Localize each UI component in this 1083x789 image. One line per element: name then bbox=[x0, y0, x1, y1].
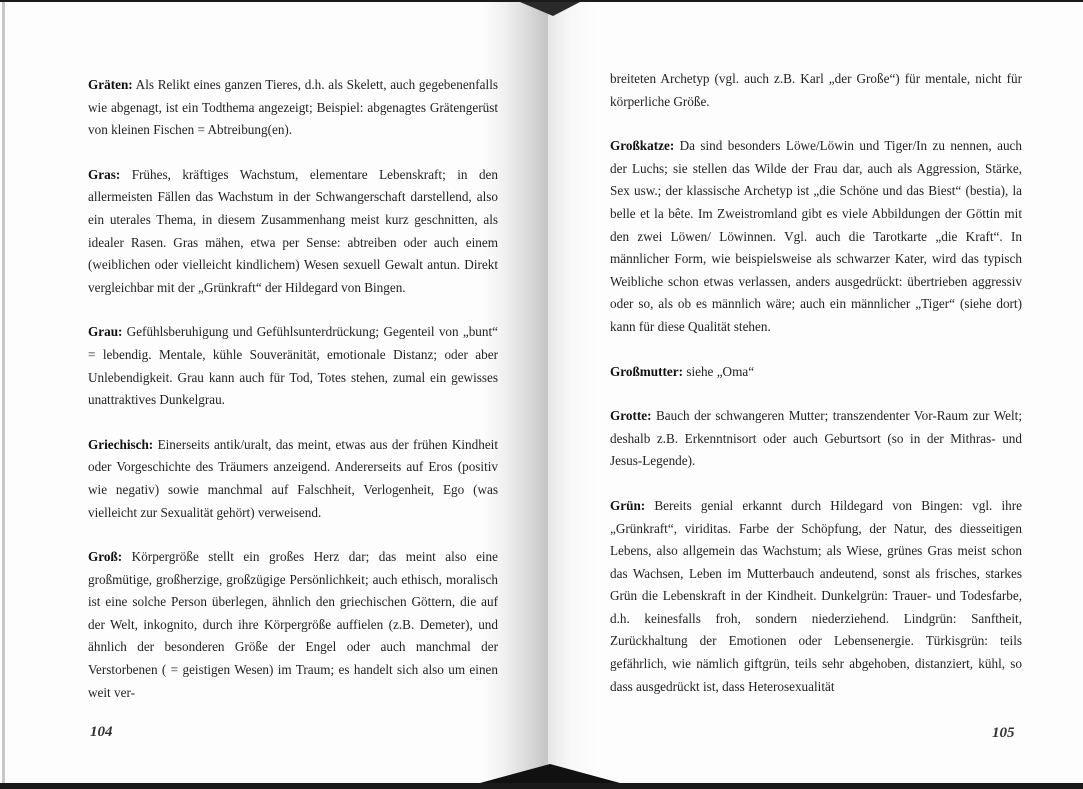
right-page bbox=[548, 2, 1083, 783]
dictionary-entry bbox=[88, 164, 498, 300]
dictionary-entry bbox=[88, 74, 498, 142]
page-number: 105 bbox=[992, 725, 1015, 741]
book-spread bbox=[0, 2, 1083, 783]
left-page bbox=[0, 2, 548, 783]
dictionary-entry bbox=[610, 405, 1022, 473]
entry-text: siehe „Oma“ bbox=[683, 363, 755, 379]
entry-text: breiteten Archetyp (vgl. auch z.B. Karl „der Große“) für mentale, nicht für körperliche Größe. bbox=[610, 71, 1022, 109]
left-page-text bbox=[88, 74, 498, 726]
entry-text: Einerseits antik/uralt, das meint, etwas aus der frühen Kindheit oder Vorgeschichte des Träumers anzeigend. Andererseits auf Eros (positiv wie negativ) sowie manchmal auf Falschheit, Verlogenheit, Ego (was vielleicht zur Sexualität gehört) verweisend. bbox=[88, 436, 498, 520]
entry-text: Frühes, kräftiges Wachstum, elementare Lebenskraft; in den allermeisten Fällen das Wachstum in der Schwangerschaft darstellend, also ein uterales Thema, in diesem Zusammenhang meist kurz geschnitten, als idealer Rasen. Gras mähen, etwa per Sense: abtreiben oder auch einem (weiblichen oder vielleicht kindlichem) Wesen sexuell Gewalt antun. Direkt vergleichbar mit der „Grünkraft“ der Hildegard von Bingen. bbox=[88, 166, 498, 295]
entry-term: Groß: bbox=[88, 549, 123, 565]
entry-text: Körpergröße stellt ein großes Herz dar; das meint also eine großmütige, großherzige, großzügige Persönlichkeit; auch ethisch, moralisch ist eine solche Person überlegen, ähnlich den griechischen Göttern, die auf der Welt, inkognito, durch ihre Körpergröße auffielen (z.B. Demeter), und ähnlich der besonderen Größe der Engel oder auch manchmal der Verstorbenen ( = geistigen Wesen) im Traum; es handelt sich also um einen weit ver- bbox=[88, 549, 498, 700]
entry-term: Grotte: bbox=[610, 408, 652, 424]
page-number: 104 bbox=[90, 724, 113, 740]
dictionary-entry bbox=[88, 434, 498, 524]
dictionary-entry bbox=[610, 495, 1022, 698]
entry-term: Gras: bbox=[88, 166, 121, 182]
entry-term: Gräten: bbox=[88, 77, 133, 92]
dictionary-entry bbox=[88, 321, 498, 411]
dictionary-entry bbox=[610, 68, 1022, 113]
entry-term: Grün: bbox=[610, 497, 646, 513]
entry-text: Bereits genial erkannt durch Hildegard von Bingen: vgl. ihre „Grünkraft“, viriditas. Farbe der Schöpfung, der Natur, des diesseitigen Lebens, also allgemein das Wachstum; als Wiese, grünes Gras meist schon das Wachsen, Leben im Mutterbauch andeutend, sonst als frisches, starkes Grün die Lebenskraft in der Kindheit. Dunkelgrün: Trauer- und Todesfarbe, d.h. keinesfalls froh, sondern niederziehend. Lindgrün: Sanftheit, Zurückhaltung der Emotionen oder Lebensenergie. Türkisgrün: teils gefährlich, wie nämlich giftgrün, teils sehr abgehoben, distanziert, kühl, so dass ausgedrückt ist, dass Heterosexualität bbox=[610, 497, 1022, 694]
entry-text: Als Relikt eines ganzen Tieres, d.h. als Skelett, auch gegebenenfalls wie abgenagt, ist ein Todthema angezeigt; Beispiel: abgenagtes Grätengerüst von kleinen Fischen = Abtreibung(en). bbox=[88, 77, 498, 138]
entry-term: Großkatze: bbox=[610, 138, 675, 154]
entry-term: Grau: bbox=[88, 324, 123, 340]
dictionary-entry bbox=[610, 135, 1022, 338]
entry-text: Da sind besonders Löwe/Löwin und Tiger/In zu nennen, auch der Luchs; sie stellen das Wilde der Frau dar, auch als Aggression, Stärke, Sex usw.; der klassische Archetyp ist „die Schöne und das Biest“ (bestia), la belle et la bête. Im Zweistromland gibt es viele Abbildungen der Göttin mit den zwei Löwen/ Löwinnen. Vgl. auch die Tarotkarte „die Kraft“. In männlicher Form, wie beispielsweise als schwarzer Kater, wird das typisch Weibliche schon etwas verlassen, anders ausgedrückt: übertrieben aggressiv oder so, als ob es männlich wäre; auch ein männlicher „Tiger“ (siehe dort) kann für diese Qualität stehen. bbox=[610, 138, 1022, 334]
page-edge bbox=[2, 2, 5, 783]
entry-text: Gefühlsberuhigung und Gefühlsunterdrückung; Gegenteil von „bunt“ = lebendig. Mentale, kühle Souveränität, emotionale Distanz; oder aber Unlebendigkeit. Grau kann auch für Tod, Totes stehen, zumal ein gewisses unattraktives Dunkelgrau. bbox=[88, 324, 498, 408]
entry-term: Griechisch: bbox=[88, 436, 154, 452]
entry-term: Großmutter: bbox=[610, 363, 684, 379]
dictionary-entry bbox=[88, 546, 498, 704]
right-page-text bbox=[610, 68, 1022, 720]
entry-text: Bauch der schwangeren Mutter; transzendenter Vor-Raum zur Welt; deshalb z.B. Erkenntnisort oder auch Geburtsort (so in der Mithras- und Jesus-Legende). bbox=[610, 408, 1022, 469]
dictionary-entry bbox=[610, 361, 1022, 384]
